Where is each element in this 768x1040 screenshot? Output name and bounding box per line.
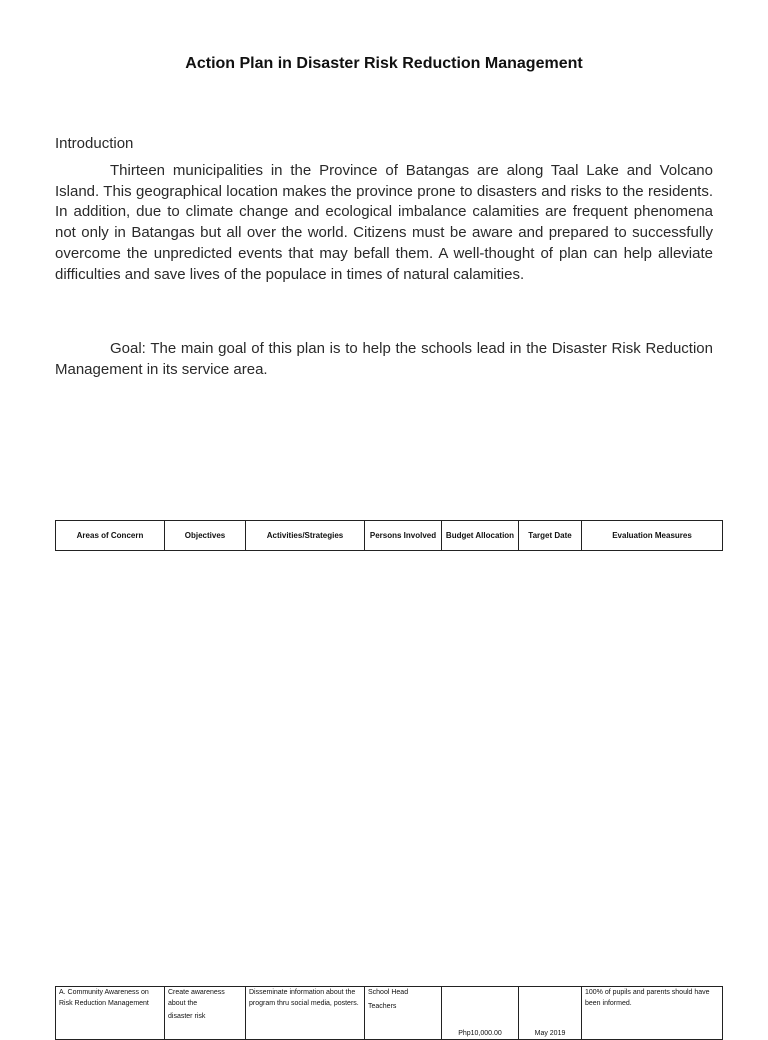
- document-title: Action Plan in Disaster Risk Reduction Management: [185, 55, 583, 72]
- cell-target-date: May 2019: [519, 987, 582, 1040]
- header-objectives: Objectives: [165, 521, 246, 551]
- header-activities-strategies: Activities/Strategies: [246, 521, 365, 551]
- cell-area-of-concern: A. Community Awareness on Risk Reduction Management: [56, 987, 165, 1040]
- objective-line-1: Create awareness about the: [168, 989, 225, 1007]
- persons-line-1: School Head: [368, 989, 409, 996]
- cell-persons-involved: [365, 987, 442, 1040]
- introduction-paragraph: Thirteen municipalities in the Province of Batangas are along Taal Lake and Volcano Island. This geographical location makes the province prone to disasters and risks to the residents. In addition, due to climate change and ecological imbalance calamities are frequent phenomena not only in Batangas but all over the world. Citizens must be aware and prepared to successfully overcome the unpredicted events that may befall them. A well-thought of plan can help alleviate difficulties and save lives of the populace in times of natural calamities.: [55, 162, 713, 283]
- header-persons-involved: Persons Involved: [365, 521, 442, 551]
- header-target-date: Target Date: [519, 521, 582, 551]
- goal-paragraph: Goal: The main goal of this plan is to help the schools lead in the Disaster Risk Reduction Management in its service area.: [55, 340, 713, 378]
- cell-evaluation: 100% of pupils and parents should have been informed.: [582, 987, 723, 1040]
- action-plan-row-table: [55, 986, 723, 1040]
- objective-line-2: disaster risk: [168, 1013, 206, 1020]
- table-row: [56, 987, 723, 1040]
- persons-line-2: Teachers: [368, 1002, 397, 1010]
- header-evaluation-measures: Evaluation Measures: [582, 521, 723, 551]
- cell-objective: [165, 987, 246, 1040]
- cell-budget: Php10,000.00: [442, 987, 519, 1040]
- table-header-row: [56, 521, 723, 551]
- cell-activity: Disseminate information about the program thru social media, posters.: [246, 987, 365, 1040]
- action-plan-header-table: [55, 520, 723, 551]
- introduction-heading: Introduction: [55, 135, 134, 152]
- header-budget-allocation: Budget Allocation: [442, 521, 519, 551]
- header-areas-of-concern: Areas of Concern: [56, 521, 165, 551]
